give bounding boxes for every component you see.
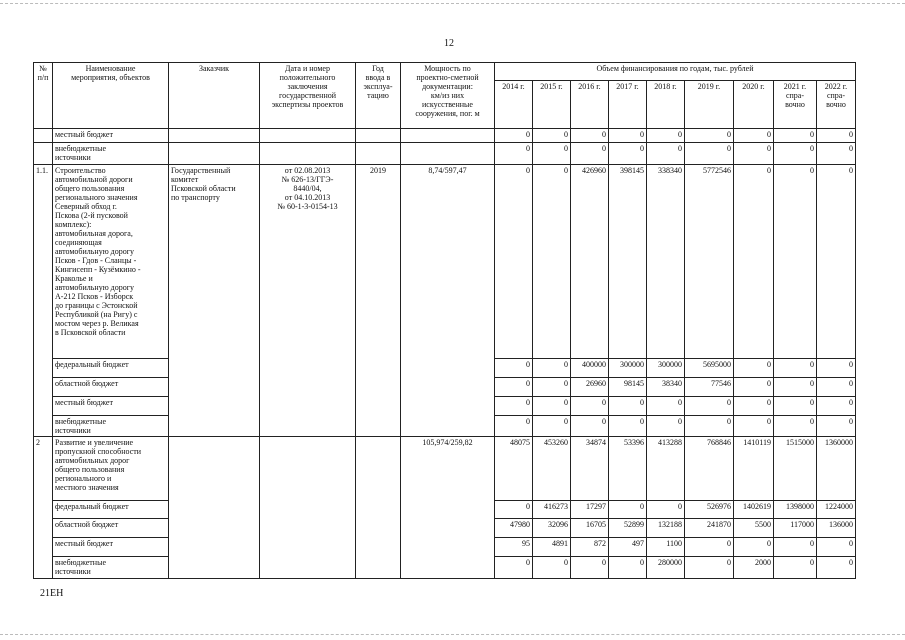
budget-label: внебюджетные источники [53,557,169,579]
header-year: Год ввода в эксплуа- тацию [356,63,401,129]
empty-cell [401,143,495,165]
header-name: Наименование мероприятия, объектов [53,63,169,129]
value-cell: 1224000 [817,501,856,519]
value-cell: 16705 [571,519,609,538]
value-cell: 0 [495,501,533,519]
value-cell: 26960 [571,378,609,397]
budget-label: областной бюджет [53,519,169,538]
value-cell: 0 [774,397,817,416]
empty-cell [260,129,356,143]
item-number: 1.1. [34,165,53,437]
value-cell: 338340 [647,165,685,359]
empty-cell [169,143,260,165]
value-cell: 53396 [609,437,647,501]
value-cell: 5695000 [685,359,734,378]
value-cell: 0 [533,165,571,359]
document-code: 21EH [40,588,64,599]
value-cell: 768846 [685,437,734,501]
value-cell: 0 [774,538,817,557]
value-cell: 132188 [647,519,685,538]
value-cell: 0 [533,143,571,165]
value-cell: 0 [533,557,571,579]
header-num: № п/п [34,63,53,129]
value-cell: 872 [571,538,609,557]
value-cell: 4891 [533,538,571,557]
value-cell: 0 [609,129,647,143]
value-cell: 280000 [647,557,685,579]
header-financing: Объем финансирования по годам, тыс. рублей [495,63,856,81]
value-cell: 0 [495,416,533,437]
value-cell: 398145 [609,165,647,359]
value-cell: 5772546 [685,165,734,359]
value-cell: 0 [817,538,856,557]
value-cell: 0 [817,129,856,143]
item-name: Развитие и увеличение пропускной способности автомобильных дорог общего пользования регионального и местного значения [53,437,169,501]
value-cell: 0 [647,143,685,165]
empty-cell [356,143,401,165]
empty-cell [260,143,356,165]
value-cell: 0 [817,143,856,165]
value-cell: 47980 [495,519,533,538]
item-year [356,437,401,579]
scan-bottom-edge [0,634,905,635]
value-cell: 0 [533,416,571,437]
value-cell: 0 [685,557,734,579]
item-expertise [260,437,356,579]
value-cell: 32096 [533,519,571,538]
header-year-col: 2019 г. [685,81,734,129]
value-cell: 77546 [685,378,734,397]
value-cell: 48075 [495,437,533,501]
header-row [34,63,856,81]
value-cell: 0 [495,129,533,143]
value-cell: 0 [734,129,774,143]
value-cell: 0 [685,143,734,165]
value-cell: 497 [609,538,647,557]
budget-label: внебюджетные источники [53,143,169,165]
value-cell: 0 [817,397,856,416]
empty-cell [356,129,401,143]
value-cell: 1402619 [734,501,774,519]
value-cell: 5500 [734,519,774,538]
header-year-col: 2016 г. [571,81,609,129]
value-cell: 0 [647,129,685,143]
value-cell: 0 [495,143,533,165]
value-cell: 1360000 [817,437,856,501]
value-cell: 0 [647,501,685,519]
value-cell: 2000 [734,557,774,579]
item-number: 2 [34,437,53,579]
value-cell: 400000 [571,359,609,378]
value-cell: 0 [609,397,647,416]
value-cell: 0 [734,378,774,397]
value-cell: 0 [734,416,774,437]
page-number: 12 [444,38,454,49]
value-cell: 98145 [609,378,647,397]
value-cell: 413288 [647,437,685,501]
scan-top-edge [0,3,905,4]
item-capacity: 8,74/597,47 [401,165,495,437]
value-cell: 0 [774,378,817,397]
value-cell: 0 [495,378,533,397]
budget-label: федеральный бюджет [53,359,169,378]
value-cell: 0 [495,397,533,416]
header-expertise: Дата и номер положительного заключения государственной экспертизы проектов [260,63,356,129]
value-cell: 0 [774,143,817,165]
value-cell: 0 [495,359,533,378]
value-cell: 0 [495,165,533,359]
empty-cell [34,129,53,143]
value-cell: 0 [647,416,685,437]
empty-cell [34,143,53,165]
value-cell: 1515000 [774,437,817,501]
value-cell: 300000 [647,359,685,378]
value-cell: 0 [817,359,856,378]
value-cell: 0 [533,378,571,397]
empty-cell [169,129,260,143]
value-cell: 0 [817,557,856,579]
value-cell: 136000 [817,519,856,538]
value-cell: 0 [533,129,571,143]
header-year-col: 2017 г. [609,81,647,129]
value-cell: 0 [685,538,734,557]
budget-label: внебюджетные источники [53,416,169,437]
header-year-col: 2021 г. спра- вочно [774,81,817,129]
value-cell: 0 [571,416,609,437]
value-cell: 0 [609,557,647,579]
item-name: Строительство автомобильной дороги общего пользования регионального значения Северный обход г. Пскова (2-й пусковой комплекс): автомобильная дорога, соединяющая автомобильную дорогу Псков - Гдов - Сланцы - Кингисепп - Кузёмкино - Краколье и автомобильную дорогу А-212 Псков - Изборск до границы с Эстонской Республикой (на Ригу) с мостом через р. Великая в Псковской области [53,165,169,359]
header-year-col: 2014 г. [495,81,533,129]
value-cell: 1100 [647,538,685,557]
value-cell: 0 [685,397,734,416]
header-capacity: Мощность по проектно-сметной документации: км/из них искусственные сооружения, пог. м [401,63,495,129]
value-cell: 0 [734,538,774,557]
value-cell: 0 [774,557,817,579]
value-cell: 416273 [533,501,571,519]
value-cell: 0 [533,359,571,378]
value-cell: 453260 [533,437,571,501]
value-cell: 0 [609,416,647,437]
value-cell: 0 [685,129,734,143]
budget-label: местный бюджет [53,538,169,557]
value-cell: 0 [533,397,571,416]
value-cell: 526976 [685,501,734,519]
item-expertise: от 02.08.2013 № 626-13/ГГЭ- 8440/04, от 04.10.2013 № 60-1-3-0154-13 [260,165,356,437]
value-cell: 0 [734,397,774,416]
value-cell: 38340 [647,378,685,397]
value-cell: 1410119 [734,437,774,501]
budget-label: местный бюджет [53,129,169,143]
header-customer: Заказчик [169,63,260,129]
value-cell: 0 [817,416,856,437]
header-year-col: 2015 г. [533,81,571,129]
value-cell: 34874 [571,437,609,501]
header-year-col: 2022 г. спра- вочно [817,81,856,129]
value-cell: 17297 [571,501,609,519]
budget-row [34,143,856,165]
value-cell: 0 [774,359,817,378]
value-cell: 426960 [571,165,609,359]
value-cell: 0 [734,143,774,165]
value-cell: 0 [495,557,533,579]
value-cell: 0 [571,129,609,143]
item-customer: Государственный комитет Псковской области по транспорту [169,165,260,437]
value-cell: 0 [774,129,817,143]
value-cell: 0 [571,557,609,579]
header-year-col: 2020 г. [734,81,774,129]
budget-row [34,129,856,143]
value-cell: 300000 [609,359,647,378]
budget-label: областной бюджет [53,378,169,397]
value-cell: 0 [609,501,647,519]
item-row [34,437,856,501]
value-cell: 0 [774,416,817,437]
value-cell: 95 [495,538,533,557]
item-capacity: 105,974/259,82 [401,437,495,579]
empty-cell [401,129,495,143]
item-year: 2019 [356,165,401,437]
value-cell: 0 [609,143,647,165]
value-cell: 0 [817,165,856,359]
header-year-col: 2018 г. [647,81,685,129]
value-cell: 0 [734,359,774,378]
value-cell: 52899 [609,519,647,538]
budget-label: местный бюджет [53,397,169,416]
value-cell: 0 [571,143,609,165]
value-cell: 241870 [685,519,734,538]
value-cell: 0 [685,416,734,437]
value-cell: 0 [817,378,856,397]
budget-label: федеральный бюджет [53,501,169,519]
value-cell: 117000 [774,519,817,538]
value-cell: 0 [774,165,817,359]
value-cell: 0 [647,397,685,416]
value-cell: 0 [734,165,774,359]
value-cell: 1398000 [774,501,817,519]
value-cell: 0 [571,397,609,416]
financing-table [33,62,856,579]
item-row [34,165,856,359]
item-customer [169,437,260,579]
